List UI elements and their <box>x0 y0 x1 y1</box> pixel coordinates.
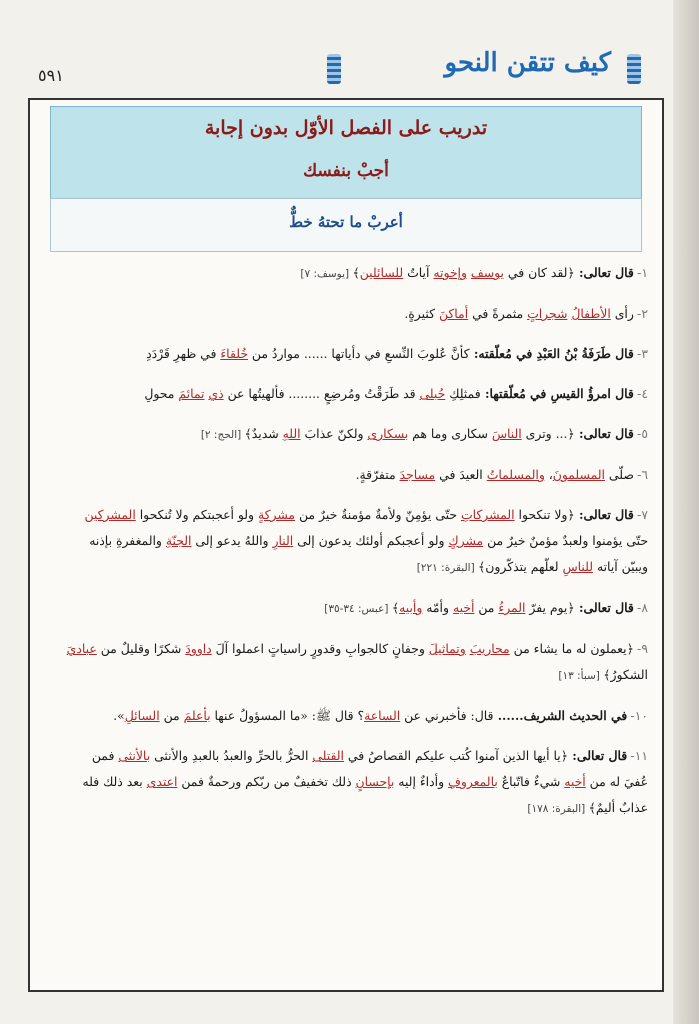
exercise-item <box>66 502 648 581</box>
item-text: فمثلِكِ حُبلى قد طَرَقْتُ ومُرضِعٍ ........ فألهيتُها عن ذي تمائمَ محولِ <box>144 386 481 401</box>
item-number: ٩- <box>636 641 648 656</box>
item-text: ﴿يا أيها الذين آمنوا كُتب عليكم القصاصُ في القتلى الحرُّ بالحرِّ والعبدُ بالعبدِ والأنثى بالأنثى فمن عُفيَ له من أخيه شيءٌ فاتّباعٌ بالمعروفِ وأداءٌ إليه بإحسانٍ ذلك تخفيفٌ من ربّكم ورحمةٌ فمن اعتدى بعد ذلك فله عذابٌ أليمٌ﴾ <box>82 748 648 815</box>
item-lead: قال تعالى: <box>574 507 634 522</box>
page-number: ٥٩١ <box>38 66 64 85</box>
underlined-word: السائلِ <box>124 708 160 723</box>
underlined-word: مشركٍ <box>448 533 484 548</box>
exercise-frame <box>28 98 664 992</box>
underlined-word: اللهِ <box>282 426 301 441</box>
underlined-word: داوودَ <box>185 641 212 656</box>
underlined-word: للناسِ <box>562 559 594 574</box>
item-number: ٤- <box>636 386 648 401</box>
underlined-word: ذي <box>208 386 224 401</box>
verse-reference: [يوسف: ٧] <box>300 268 353 280</box>
underlined-word: النارِ <box>272 533 294 548</box>
item-text: ﴿... وترى الناسَ سكارى وما هم بسكارى ولكنّ عذابَ اللهِ شديدٌ﴾ <box>244 426 575 441</box>
underlined-word: وأبيه <box>399 600 423 615</box>
underlined-word: خُلقاءَ <box>220 346 248 361</box>
item-number: ٧- <box>636 507 648 522</box>
underlined-word: أخيه <box>564 774 586 789</box>
underlined-word: وإخوته <box>433 265 467 280</box>
item-number: ٨- <box>636 600 648 615</box>
underlined-word: بإحسانٍ <box>355 774 395 789</box>
item-number: ١١- <box>630 748 648 763</box>
underlined-word: مشركةٍ <box>257 507 296 522</box>
exercise-item <box>66 595 648 622</box>
exercise-item <box>66 462 648 488</box>
item-text: ﴿ولا تنكحوا المشركاتِ حتّى يؤمِنّ ولأمةٌ مؤمنةٌ خيرٌ من مشركةٍ ولو أعجبتكم ولا تُنكحوا المشركين حتّى يؤمنوا ولعبدٌ مؤمنٌ خيرٌ من مشركٍ ولو أعجبكم أولئك يدعون إلى النارِ واللهُ يدعو إلى الجنّةِ والمغفرةِ بإذنه ويبيّن آياته للناسِ لعلّهم يتذكّرون﴾ <box>84 507 648 574</box>
exercise-subtitle: أجبْ بنفسك <box>303 161 389 181</box>
item-number: ٣- <box>636 346 648 361</box>
underlined-word: الناسَ <box>491 426 522 441</box>
ornament-icon <box>627 54 641 84</box>
item-text: كأنَّ عُلوبَ النِّسعِ في دأياتها ...... مواردُ من خُلقاءَ في ظهرِ قَرْدَدِ <box>146 346 470 361</box>
item-lead: قال امرؤُ القيسِ في مُعلّقتها: <box>480 386 634 401</box>
underlined-word: بالمعروفِ <box>448 774 498 789</box>
item-text: قال: فأخبرني عن الساعة؟ قال ﷺ: «ما المسؤولُ عنها بأعلمَ من السائلِ». <box>113 708 494 723</box>
exercise-title: تدريب على الفصل الأوّل بدون إجابة <box>204 117 488 139</box>
exercise-list <box>66 260 648 836</box>
item-text: ﴿لقد كان في يوسف وإخوته آياتٌ للسائلين﴾ <box>352 265 575 280</box>
exercise-item <box>66 381 648 407</box>
underlined-word: أخيه <box>452 600 475 615</box>
item-lead: قال تعالى: <box>574 600 634 615</box>
underlined-word: عباديَ <box>66 641 97 656</box>
underlined-word: بالأنثى <box>118 748 151 763</box>
exercise-item <box>66 743 648 822</box>
item-text: ﴿يعملون له ما يشاء من محاريبَ وتماثيلَ وجفانٍ كالجوابِ وقدورٍ راسياتٍ اعملوا آلَ داوودَ شكرًا وقليلٌ من عباديَ الشكورُ﴾ <box>66 641 648 682</box>
item-number: ١٠- <box>630 708 648 723</box>
item-text: رأى الأطفالُ شجراتٍ مثمرةً في أماكنَ كثيرةٍ. <box>404 306 634 321</box>
verse-reference: [عبس: ٣٤-٣٥] <box>324 603 392 615</box>
underlined-word: حُبلى <box>419 386 446 401</box>
book-title: كيف تتقن النحو <box>444 48 611 78</box>
verse-reference: [الحج: ٢] <box>200 429 245 441</box>
item-lead: قال تعالى: <box>567 748 628 763</box>
item-number: ٢- <box>636 306 648 321</box>
exercise-item <box>66 703 648 729</box>
underlined-word: مساجدَ <box>399 467 436 482</box>
item-lead: قال تعالى: <box>574 426 634 441</box>
verse-reference: [سبأ: ١٣] <box>558 670 604 682</box>
page-edge <box>673 0 699 1024</box>
underlined-word: القتلى <box>312 748 344 763</box>
underlined-word: اعتدى <box>146 774 178 789</box>
underlined-word: شجراتٍ <box>527 306 568 321</box>
exercise-item <box>66 421 648 448</box>
instruction-text: أعربْ ما تحتهُ خطٌّ <box>289 213 403 231</box>
underlined-word: بسكارى <box>367 426 409 441</box>
underlined-word: وتماثيلَ <box>428 641 466 656</box>
underlined-word: المسلمونَ <box>552 467 605 482</box>
item-text: صلّى المسلمونَ، والمسلماتُ العيدَ في مساجدَ متفرّقةٍ. <box>355 467 634 482</box>
underlined-word: أماكنَ <box>438 306 469 321</box>
underlined-word: بأعلمَ <box>183 708 211 723</box>
underlined-word: المشركاتِ <box>460 507 515 522</box>
underlined-word: المرءُ <box>498 600 526 615</box>
underlined-word: محاريبَ <box>469 641 510 656</box>
item-number: ١- <box>636 265 648 280</box>
page-header <box>30 40 659 100</box>
underlined-word: الأطفالُ <box>571 306 611 321</box>
underlined-word: الجنّةِ <box>165 533 192 548</box>
ornament-icon <box>327 54 341 84</box>
item-number: ٦- <box>636 467 648 482</box>
exercise-banner <box>50 106 642 200</box>
item-lead: في الحديث الشريف...... <box>493 708 628 723</box>
underlined-word: الساعة <box>364 708 401 723</box>
underlined-word: تمائمَ <box>178 386 205 401</box>
instruction-box <box>50 198 642 252</box>
exercise-item <box>66 260 648 287</box>
verse-reference: [البقرة: ٢٢١] <box>416 562 479 574</box>
item-lead: قال طَرَفَةُ بْنُ العَبْدِ في مُعلّقته: <box>469 346 634 361</box>
underlined-word: يوسف <box>470 265 504 280</box>
underlined-word: للسائلين <box>359 265 404 280</box>
item-number: ٥- <box>636 426 648 441</box>
item-text: ﴿يوم يفرّ المرءُ من أخيه وأمّه وأبيه﴾ <box>391 600 575 615</box>
verse-reference: [البقرة: ١٧٨] <box>527 803 589 815</box>
exercise-item <box>66 636 648 689</box>
exercise-item <box>66 301 648 327</box>
item-lead: قال تعالى: <box>574 265 634 280</box>
underlined-word: والمسلماتُ <box>486 467 545 482</box>
underlined-word: المشركين <box>84 507 136 522</box>
exercise-item <box>66 341 648 367</box>
